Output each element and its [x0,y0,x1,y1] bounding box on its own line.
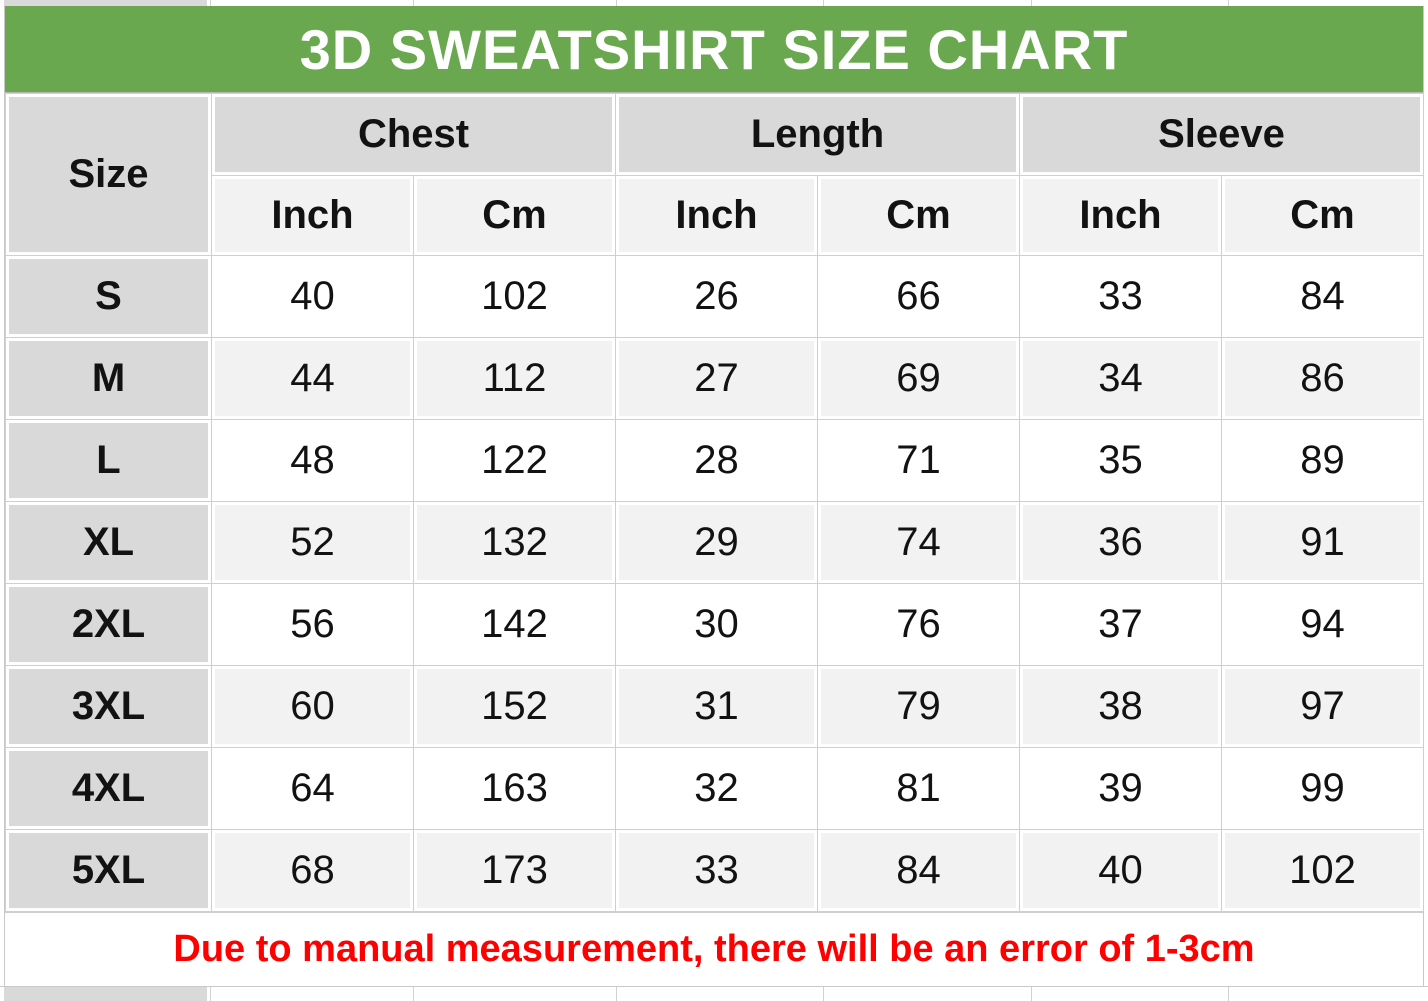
header-size: Size [6,94,212,256]
header-units-row [6,176,1424,256]
size-cell: 4XL [6,748,212,830]
size-cell: 5XL [6,830,212,912]
header-sleeve: Sleeve [1020,94,1424,176]
data-cell: 132 [414,502,616,584]
header-length-inch: Inch [616,176,818,256]
size-cell: L [6,420,212,502]
data-cell: 36 [1020,502,1222,584]
header-length: Length [616,94,1020,176]
table-row-5xl [6,830,1424,912]
data-cell: 40 [212,256,414,338]
data-cell: 152 [414,666,616,748]
header-sleeve-cm: Cm [1222,176,1424,256]
data-cell: 86 [1222,338,1424,420]
header-group-row [6,94,1424,176]
size-cell: 3XL [6,666,212,748]
data-cell: 29 [616,502,818,584]
data-cell: 27 [616,338,818,420]
data-cell: 64 [212,748,414,830]
data-cell: 26 [616,256,818,338]
header-length-cm: Cm [818,176,1020,256]
header-chest-cm: Cm [414,176,616,256]
data-cell: 37 [1020,584,1222,666]
table-row-l [6,420,1424,502]
gridline [413,0,414,6]
data-cell: 102 [1222,830,1424,912]
data-cell: 35 [1020,420,1222,502]
edge-gray-cell [4,987,207,1001]
header-sleeve-inch: Inch [1020,176,1222,256]
data-cell: 84 [818,830,1020,912]
table-row-m [6,338,1424,420]
data-cell: 68 [212,830,414,912]
data-cell: 97 [1222,666,1424,748]
data-cell: 30 [616,584,818,666]
size-cell: XL [6,502,212,584]
data-cell: 173 [414,830,616,912]
gridline [823,987,824,1001]
data-cell: 94 [1222,584,1424,666]
data-cell: 74 [818,502,1020,584]
data-cell: 79 [818,666,1020,748]
data-cell: 89 [1222,420,1424,502]
data-cell: 84 [1222,256,1424,338]
page-title: 3D SWEATSHIRT SIZE CHART [299,17,1129,81]
gridline [1228,0,1229,6]
data-cell: 60 [212,666,414,748]
spreadsheet-edge-top [0,0,1428,6]
data-cell: 52 [212,502,414,584]
data-cell: 69 [818,338,1020,420]
table-row-3xl [6,666,1424,748]
size-cell: S [6,256,212,338]
header-chest-inch: Inch [212,176,414,256]
gridline [823,0,824,6]
data-cell: 33 [1020,256,1222,338]
data-cell: 40 [1020,830,1222,912]
header-chest: Chest [212,94,616,176]
table-row-xl [6,502,1424,584]
gridline [210,987,211,1001]
data-cell: 76 [818,584,1020,666]
gridline [1031,987,1032,1001]
data-cell: 102 [414,256,616,338]
gridline [413,987,414,1001]
edge-gray-cell [4,0,207,6]
data-cell: 91 [1222,502,1424,584]
data-cell: 112 [414,338,616,420]
data-cell: 44 [212,338,414,420]
size-cell: M [6,338,212,420]
size-cell: 2XL [6,584,212,666]
data-cell: 48 [212,420,414,502]
data-cell: 33 [616,830,818,912]
data-cell: 71 [818,420,1020,502]
gridline [616,0,617,6]
data-cell: 99 [1222,748,1424,830]
gridline [1031,0,1032,6]
table-row-2xl [6,584,1424,666]
spreadsheet-edge-bottom [0,986,1428,1001]
table-row-s [6,256,1424,338]
size-chart-frame [4,6,1424,986]
gridline [1228,987,1229,1001]
data-cell: 39 [1020,748,1222,830]
title-banner [5,6,1423,93]
data-cell: 56 [212,584,414,666]
measurement-note-text: Due to manual measurement, there will be an error of 1-3cm [173,928,1255,970]
data-cell: 28 [616,420,818,502]
data-cell: 122 [414,420,616,502]
table-row-4xl [6,748,1424,830]
data-cell: 66 [818,256,1020,338]
data-cell: 31 [616,666,818,748]
gridline [210,0,211,6]
measurement-note-row [5,912,1423,986]
data-cell: 81 [818,748,1020,830]
data-cell: 34 [1020,338,1222,420]
data-cell: 38 [1020,666,1222,748]
size-chart-table [5,93,1424,912]
data-cell: 32 [616,748,818,830]
data-cell: 163 [414,748,616,830]
data-cell: 142 [414,584,616,666]
gridline [616,987,617,1001]
